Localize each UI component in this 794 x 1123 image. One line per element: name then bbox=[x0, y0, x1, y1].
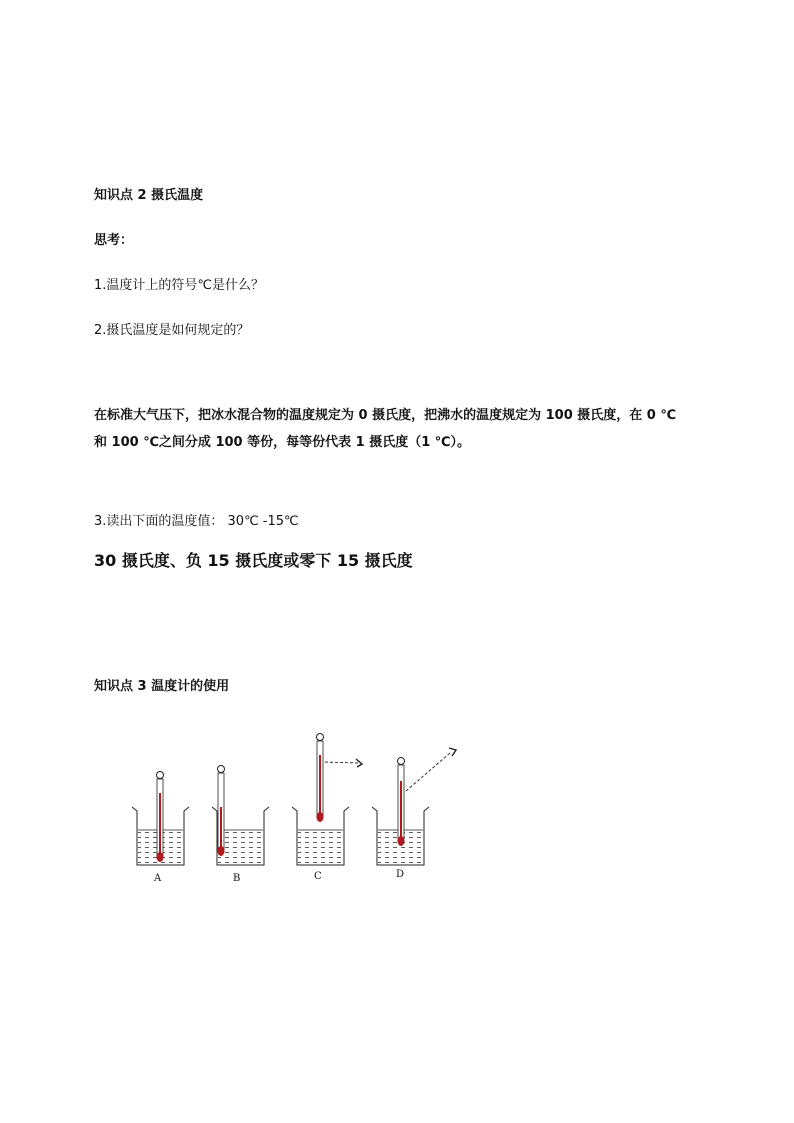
section2-title: 知识点 2 摄氏温度 bbox=[94, 188, 204, 203]
question-1: 1.温度计上的符号℃是什么？ bbox=[94, 278, 265, 293]
answer-line-1: 在标准大气压下，把冰水混合物的温度规定为 0 摄氏度，把沸水的温度规定为 100 摄氏度，在 0 ℃ bbox=[94, 408, 677, 423]
question-3: 3.读出下面的温度值： 30℃ -15℃ bbox=[94, 514, 299, 529]
section3-title: 知识点 3 温度计的使用 bbox=[94, 679, 230, 694]
question-2: 2.摄氏温度是如何规定的？ bbox=[94, 323, 250, 338]
label-d: D bbox=[396, 869, 405, 880]
thermometer-c bbox=[317, 734, 363, 823]
question-3-answer: 30 摄氏度、负 15 摄氏度或零下 15 摄氏度 bbox=[94, 551, 413, 570]
answer-line-2: 和 100 ℃之间分成 100 等份，每等份代表 1 摄氏度（1 ℃）。 bbox=[94, 435, 471, 450]
label-b: B bbox=[233, 873, 241, 884]
thermometer-a bbox=[157, 772, 164, 863]
thermometer-b bbox=[218, 766, 225, 857]
label-c: C bbox=[314, 871, 322, 882]
thermometer-usage-figure bbox=[120, 725, 480, 890]
think-label: 思考： bbox=[94, 233, 134, 248]
label-a: A bbox=[154, 873, 162, 884]
